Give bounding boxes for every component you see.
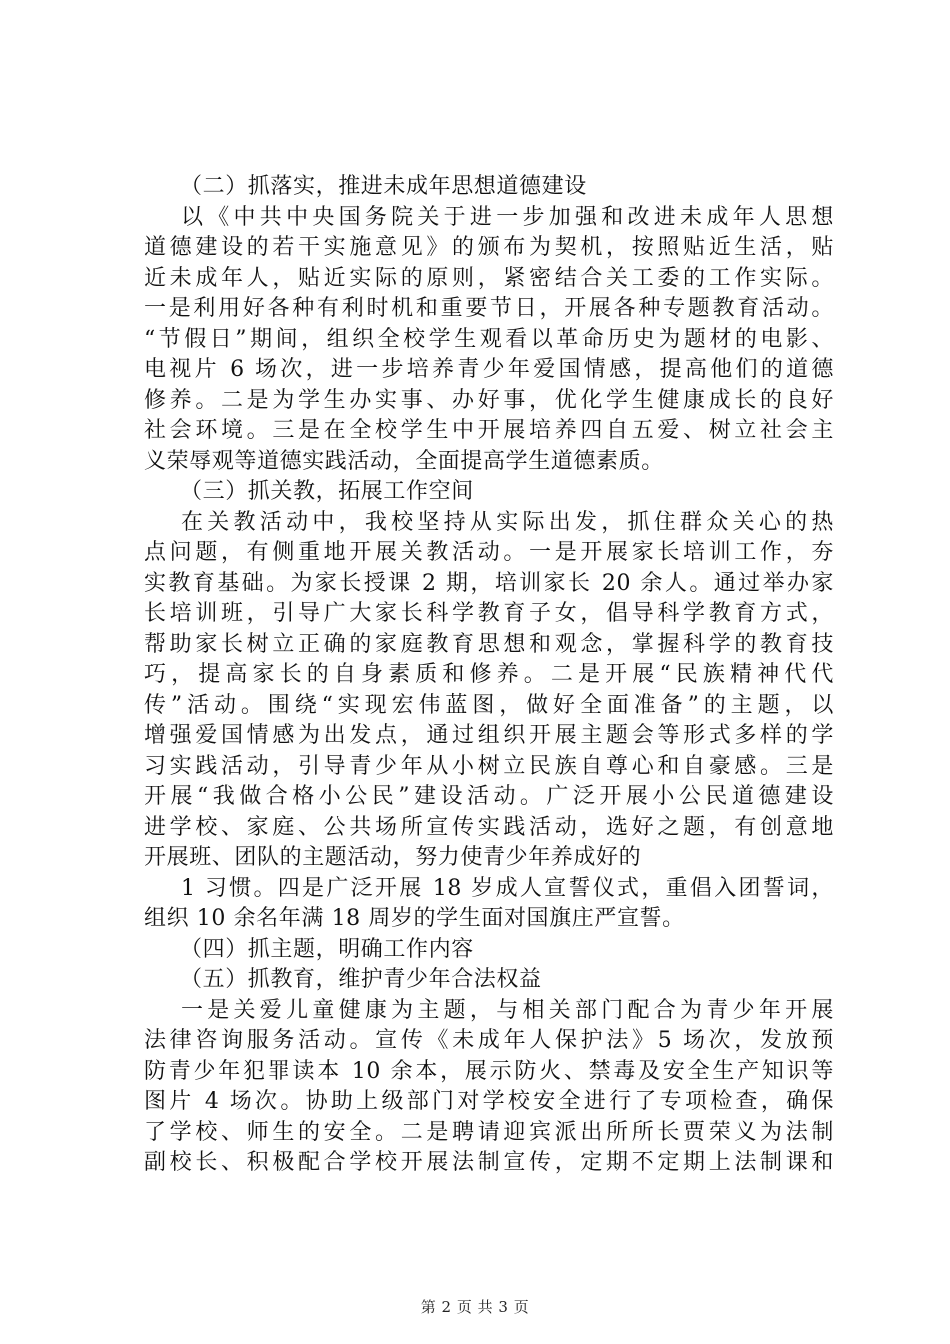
paragraph-line: 法律咨询服务活动。宣传《未成年人保护法》5 场次，发放预 — [144, 1028, 834, 1053]
paragraph-line: 一是关爱儿童健康为主题，与相关部门配合为青少年开展 — [181, 997, 834, 1023]
paragraph-line: 实教育基础。为家长授课 2 期，培训家长 20 余人。通过举办家 — [144, 570, 834, 596]
paragraph-line: 电视片 6 场次，进一步培养青少年爱国情感，提高他们的道德 — [144, 357, 834, 382]
section-heading-4: （四）抓主题，明确工作内容 — [180, 936, 474, 962]
paragraph-line: 进学校、家庭、公共场所宣传实践活动，选好之题，有创意地 — [144, 814, 834, 840]
page-number-footer: 第 2 页 共 3 页 — [420, 1298, 530, 1316]
paragraph-line: 一是利用好各种有利时机和重要节日，开展各种专题教育活动。 — [144, 296, 834, 321]
paragraph-line: 义荣辱观等道德实践活动，全面提高学生道德素质。 — [144, 448, 664, 474]
paragraph-line: 传”活动。围绕“实现宏伟蓝图，做好全面准备”的主题，以 — [144, 692, 834, 718]
paragraph-line: 了学校、师生的安全。二是聘请迎宾派出所所长贾荣义为法制 — [144, 1119, 834, 1145]
paragraph-line: 社会环境。三是在全校学生中开展培养四自五爱、树立社会主 — [144, 418, 834, 443]
paragraph-line: 近未成年人，贴近实际的原则，紧密结合关工委的工作实际。 — [144, 265, 834, 291]
paragraph-line: 开展“我做合格小公民”建设活动。广泛开展小公民道德建设 — [144, 784, 834, 809]
paragraph-line: 图片 4 场次。协助上级部门对学校安全进行了专项检查，确保 — [144, 1089, 834, 1114]
paragraph-line: 在关教活动中，我校坚持从实际出发，抓住群众关心的热 — [181, 509, 834, 535]
paragraph-line: 防青少年犯罪读本 10 余本，展示防火、禁毒及安全生产知识等 — [144, 1058, 834, 1084]
section-heading-5: （五）抓教育，维护青少年合法权益 — [180, 967, 542, 992]
section-heading-2: （二）抓落实，推进未成年思想道德建设 — [180, 174, 587, 199]
paragraph-line: 点问题，有侧重地开展关教活动。一是开展家长培训工作，夯 — [144, 540, 834, 565]
paragraph-line: 副校长、积极配合学校开展法制宣传，定期不定期上法制课和 — [144, 1150, 834, 1175]
paragraph-line: 帮助家长树立正确的家庭教育思想和观念，掌握科学的教育技 — [144, 631, 834, 657]
document-body — [144, 172, 834, 1179]
paragraph-line: 巧，提高家长的自身素质和修养。二是开展“民族精神代代 — [144, 662, 834, 687]
paragraph-line: 开展班、团队的主题活动，努力使青少年养成好的 — [144, 845, 642, 870]
paragraph-line: 修养。二是为学生办实事、办好事，优化学生健康成长的良好 — [144, 387, 834, 413]
paragraph-line: 1 习惯。四是广泛开展 18 岁成人宣誓仪式，重倡入团誓词， — [181, 875, 834, 901]
paragraph-line: 长培训班，引导广大家长科学教育子女，倡导科学教育方式， — [144, 601, 834, 626]
paragraph-line: 习实践活动，引导青少年从小树立民族自尊心和自豪感。三是 — [144, 753, 834, 779]
paragraph-line: 组织 10 余名年满 18 周岁的学生面对国旗庄严宣誓。 — [144, 906, 685, 931]
paragraph-line: 以《中共中央国务院关于进一步加强和改进未成年人思想 — [181, 204, 834, 230]
paragraph-line: 道德建设的若干实施意见》的颁布为契机，按照贴近生活，贴 — [144, 235, 834, 260]
paragraph-line: “节假日”期间，组织全校学生观看以革命历史为题材的电影、 — [144, 326, 834, 352]
section-heading-3: （三）抓关教，拓展工作空间 — [180, 479, 474, 504]
paragraph-line: 增强爱国情感为出发点，通过组织开展主题会等形式多样的学 — [144, 723, 834, 748]
